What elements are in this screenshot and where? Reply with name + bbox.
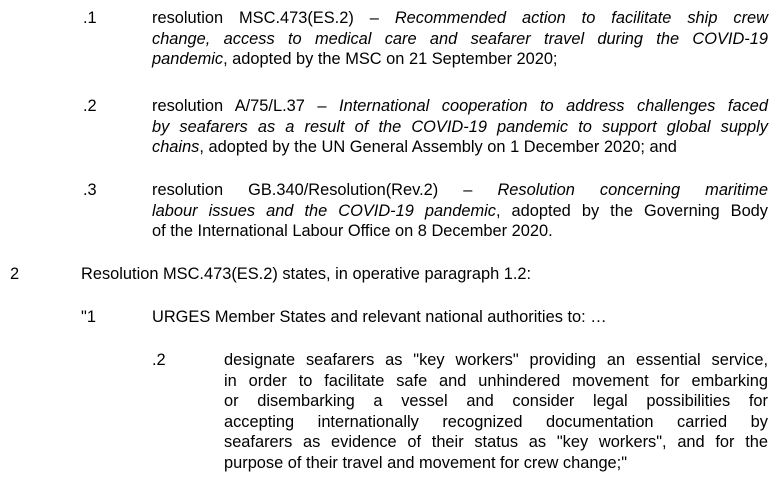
list-item-3 bbox=[0, 0, 779, 245]
list-item-line: resolution A/75/L.37 – International cooperation to address challenges faced bbox=[152, 97, 768, 115]
quote-number: "1 bbox=[81, 308, 96, 326]
list-item-line: resolution MSC.473(ES.2) – Recommended action to facilitate ship crew bbox=[152, 9, 768, 27]
list-item-line: resolution GB.340/Resolution(Rev.2) – Resolution concerning maritime bbox=[152, 181, 768, 199]
paragraph-text: Resolution MSC.473(ES.2) states, in operative paragraph 1.2: bbox=[81, 265, 532, 283]
sub-item-line: accepting internationally recognized documentation carried by bbox=[224, 412, 768, 431]
list-item-number: .3 bbox=[83, 181, 97, 199]
sub-item-line: designate seafarers as "key workers" providing an essential service, bbox=[224, 351, 768, 369]
list-item-number: .1 bbox=[83, 9, 97, 27]
sub-item-line: in order to facilitate safe and unhindered movement for embarking bbox=[224, 371, 768, 390]
paragraph-number: 2 bbox=[10, 265, 20, 283]
sub-item-number: .2 bbox=[152, 351, 166, 369]
quote-text: URGES Member States and relevant national authorities to: … bbox=[152, 308, 607, 326]
list-item-number: .2 bbox=[83, 97, 97, 115]
sub-item-line: purpose of their travel and movement for crew change;" bbox=[224, 453, 628, 472]
list-item-line: chains, adopted by the UN General Assembly on 1 December 2020; and bbox=[152, 138, 677, 156]
list-item-line: pandemic, adopted by the MSC on 21 September 2020; bbox=[152, 50, 558, 68]
list-item-line: change, access to medical care and seafarer travel during the COVID-19 bbox=[152, 29, 768, 48]
sub-item-line: or disembarking a vessel and consider legal possibilities for bbox=[224, 392, 768, 410]
list-item-line: labour issues and the COVID-19 pandemic, adopted by the Governing Body bbox=[152, 201, 768, 220]
sub-item-line: seafarers as evidence of their status as "key workers", and for the bbox=[224, 433, 768, 451]
list-item-line: of the International Labour Office on 8 December 2020. bbox=[152, 222, 553, 240]
list-item-line: by seafarers as a result of the COVID-19 pandemic to support global supply bbox=[152, 117, 768, 136]
